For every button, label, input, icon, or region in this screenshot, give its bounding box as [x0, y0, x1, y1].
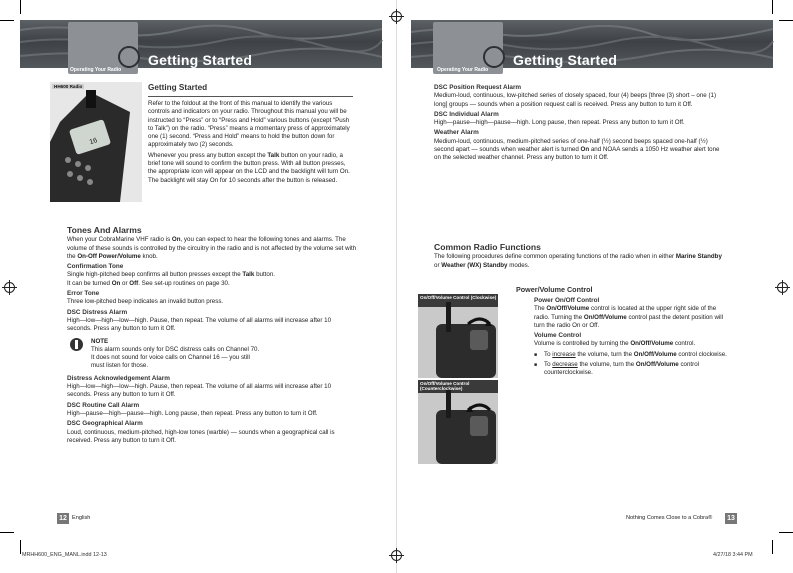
footer-language: English: [72, 515, 91, 521]
right-header-banner: [411, 20, 773, 73]
power-text: The On/Off/Volume control is located at the upper right side of the radio. Turning the On/Off/Volume control past the detent position will turn the radio On or Off.: [534, 305, 724, 329]
page-fold: [396, 0, 397, 573]
distress-heading: DSC Distress Alarm: [67, 308, 128, 316]
alarms-continued: [434, 84, 724, 165]
footer-tagline: Nothing Comes Close to a Cobra®: [626, 515, 713, 521]
volume-text: Volume is controlled by turning the On/Off/Volume control.: [534, 340, 696, 348]
position-text: Medium-loud, continuous, low-pitched series of closely spaced, four (4) beeps [three (3) short – one (1) long] groups — sounds when a position request call is received. Press any button to turn it Off.: [434, 92, 717, 108]
power-heading: Power On/Off Control: [534, 297, 600, 304]
volume-heading: Volume Control: [534, 332, 582, 340]
note-icon: [70, 338, 83, 351]
radio-illustration: [50, 82, 142, 202]
crop-mark: [772, 540, 773, 554]
intro-section: [148, 84, 354, 94]
page-title: Getting Started: [148, 52, 253, 68]
page-number: 13: [725, 513, 737, 524]
intro-paragraph-2: Whenever you press any button except the Talk button on your radio, a brief tone will sound to confirm the button press. With all button presses, the appropriate icon will appear on the LCD and the backlight will turn On. The backlight will stay On for 10 seconds after the button is released.: [148, 151, 350, 184]
pv-heading-wrap: [516, 284, 636, 296]
registration-mark: [391, 11, 402, 22]
note-line: It does not sound for voice calls on Channel 16 — you still: [91, 354, 250, 362]
page-number: 12: [57, 513, 69, 524]
position-heading: DSC Position Request Alarm: [434, 84, 522, 91]
crop-mark: [779, 20, 793, 21]
distress-text: High—low—high—low—high. Pause, then repeat. The volume of all alarms will increase after 10 seconds. Press any button to turn it Off.: [67, 316, 332, 333]
crop-mark: [0, 532, 14, 533]
volume-clockwise-image: [418, 294, 498, 378]
registration-mark: [391, 550, 402, 561]
cobra-logo-icon: [483, 46, 505, 68]
confirm-line-1: Single high-pitched beep confirms all button presses except the Talk button.: [67, 271, 275, 279]
tones-heading: Tones And Alarms: [67, 225, 142, 235]
geo-text: Loud, continuous, medium-pitched, high-low tones (warble) — sounds when a geographical call is received. Press any button to turn it Off.: [67, 428, 335, 444]
routine-text: High—pause—high—pause—high. Long pause, then repeat. Press any button to turn it Off.: [67, 409, 318, 417]
routine-heading: DSC Routine Call Alarm: [67, 401, 140, 409]
radio-knob-image: [418, 380, 498, 464]
file-slug: MRHH600_ENG_MANL.indd 12-13: [22, 552, 107, 558]
image-label: On/Off/Volume Control (Counterclockwise): [420, 381, 470, 392]
note-heading: NOTE: [91, 337, 109, 345]
functions-section: [434, 243, 724, 272]
individual-text: High—pause—high—pause—high. Long pause, then repeat. Press any button to turn it Off.: [434, 119, 685, 127]
crop-mark: [0, 20, 14, 21]
note-line: must listen for those.: [91, 362, 149, 370]
registration-mark: [4, 282, 15, 293]
volume-counterclockwise-image: [418, 380, 498, 464]
date-slug: 4/27/18 3:44 PM: [713, 552, 753, 558]
image-label: On/Off/Volume Control (Clockwise): [420, 295, 497, 300]
weather-text: Medium-loud, continuous, medium-pitched series of one-half (½) second beeps spaced one-half (½) second apart — sounds when weather alert is turned On and NOAA sends a 1050 Hz weather alert tone on the selected weather channel. Press any button to turn it Off.: [434, 137, 720, 162]
confirm-line-2: It can be turned On or Off. See set-up routines on page 30.: [67, 279, 230, 287]
radio-label: HH600 Radio: [54, 84, 83, 89]
geo-heading: DSC Geographical Alarm: [67, 420, 143, 428]
handheld-radio-image: [50, 82, 142, 202]
tones-section: [67, 226, 357, 447]
section-label: Operating Your Radio: [70, 67, 122, 73]
crop-mark: [772, 0, 773, 14]
weather-heading: Weather Alarm: [434, 129, 479, 137]
cobra-logo-icon: [118, 46, 140, 68]
intro-heading: Getting Started: [148, 83, 208, 92]
pv-heading: Power/Volume Control: [516, 285, 593, 294]
error-text: Three low-pitched beep indicates an invalid button press.: [67, 298, 224, 306]
volume-bullets: [534, 351, 728, 378]
left-header-banner: [20, 20, 382, 73]
registration-mark: [777, 282, 788, 293]
page-title: Getting Started: [513, 52, 618, 68]
svg-text:16: 16: [88, 137, 99, 147]
crop-mark: [20, 0, 21, 14]
ack-heading: Distress Acknowledgement Alarm: [67, 374, 170, 382]
section-label: Operating Your Radio: [437, 67, 489, 73]
error-heading: Error Tone: [67, 290, 100, 298]
list-item: ■ To decrease the volume, turn the On/Off/Volume control counterclockwise.: [534, 361, 728, 378]
note-line: This alarm sounds only for DSC distress calls on Channel 70.: [91, 345, 260, 353]
ack-text: High—low—high—low—high. Pause, then repeat. The volume of all alarms will increase after 10 seconds. Press any button to turn it Off.: [67, 383, 332, 399]
functions-heading: Common Radio Functions: [434, 242, 541, 252]
intro-body: [148, 100, 354, 187]
list-item: ■ To increase the volume, turn the On/Off/Volume control clockwise.: [534, 351, 728, 359]
note-block: [67, 338, 357, 371]
power-volume-text: [534, 297, 728, 380]
intro-paragraph: Refer to the foldout at the front of this manual to identify the various controls and indicators on your radio. Throughout this manual you will be instructed to “Press” or to “Press and Hold” various buttons (except “Push to Talk”) on the radio. “Press” means a momentary press of approximately one (1) second. “Press and Hold” means to hold the button down for approximately two (2) seconds.: [148, 100, 350, 149]
tones-intro: When your CobraMarine VHF radio is On, you can expect to hear the following tones and alarms. The volume of these sounds is controlled by the circuitry in the radio and is not affected by the volume set with the On-Off Power/Volume knob.: [67, 236, 357, 260]
crop-mark: [779, 532, 793, 533]
individual-heading: DSC Individual Alarm: [434, 110, 499, 118]
radio-knob-image: [418, 294, 498, 378]
heading-rule: [148, 96, 353, 97]
crop-mark: [20, 540, 21, 554]
functions-text: The following procedures define common operating functions of the radio when in either Marine Standby or Weather (WX) Standby modes.: [434, 253, 722, 269]
confirm-heading: Confirmation Tone: [67, 263, 124, 271]
